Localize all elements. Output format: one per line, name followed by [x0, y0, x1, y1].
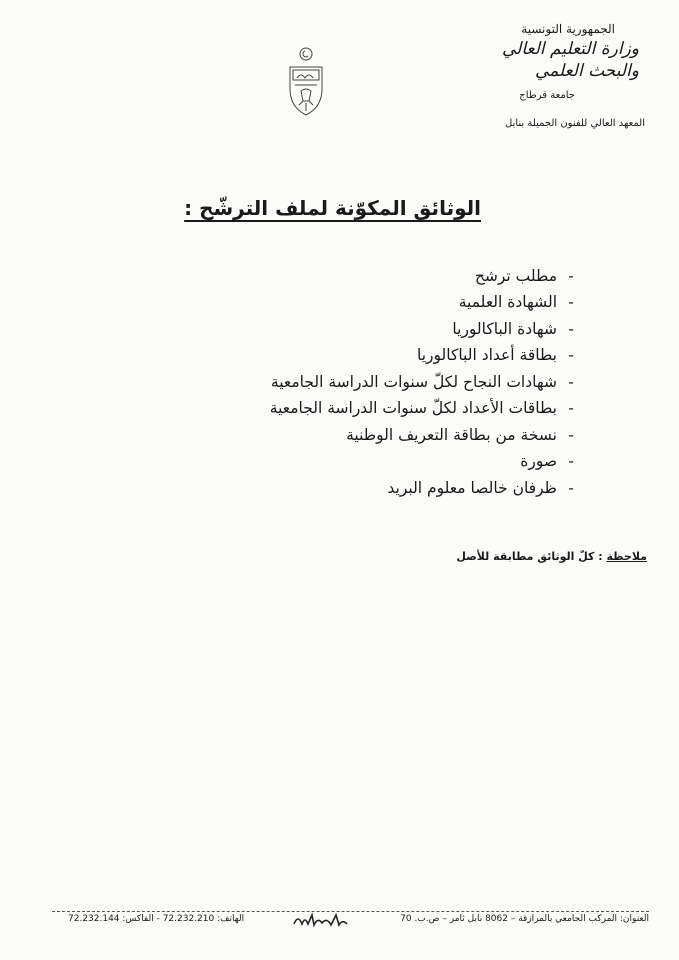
- bullet-dash: -: [568, 478, 574, 497]
- list-item-text: شهادات النجاح لكلّ سنوات الدراسة الجامعية: [270, 372, 557, 391]
- footer: [52, 914, 649, 930]
- list-item-text: شهادة الباكالوريا: [452, 319, 557, 338]
- institute-name: المعهد العالي للفنون الجميلة بنابل: [505, 118, 645, 129]
- list-item: [270, 338, 579, 365]
- list-item-text: بطاقة أعداد الباكالوريا: [416, 346, 557, 364]
- list-item: [270, 258, 579, 285]
- note-text: : كلّ الوثائق مطابقة للأصل: [456, 550, 607, 563]
- list-item: [270, 364, 579, 391]
- letterhead: [425, 22, 645, 129]
- bullet-dash: -: [568, 372, 574, 391]
- bullet-dash: -: [568, 399, 574, 417]
- list-item: [270, 470, 579, 497]
- ministry-name-line1: وزارة التعليم العالي: [501, 39, 639, 59]
- list-item: [270, 417, 579, 444]
- bullet-dash: -: [568, 266, 574, 285]
- bullet-dash: -: [568, 346, 574, 364]
- list-item: [270, 391, 579, 418]
- footer-address: العنوان: المركب الجامعي بالمرازقة – 8062 نابل ثامر – ص.ب. 70: [400, 914, 649, 924]
- required-documents-list: [270, 258, 579, 497]
- list-item-text: بطاقات الأعداد لكلّ سنوات الدراسة الجامعية: [269, 399, 557, 417]
- ministry-name-line2: والبحث العلمي: [534, 61, 639, 81]
- list-item-text: مطلب ترشح: [474, 266, 557, 285]
- university-name: جامعة قرطاج: [519, 90, 575, 101]
- signature-stamp-icon: [292, 910, 352, 930]
- list-item: [270, 285, 579, 312]
- list-item-text: ظرفان خالصا معلوم البريد: [387, 478, 557, 497]
- bullet-dash: -: [568, 293, 574, 311]
- bullet-dash: -: [568, 319, 574, 338]
- list-item-text: نسخة من بطاقة التعريف الوطنية: [346, 425, 557, 444]
- footer-phone-fax: الهاتف: 72.232.210 - الفاكس: 72.232.144: [68, 914, 245, 924]
- note-label: ملاحظة: [606, 550, 647, 563]
- list-item-text: صورة: [520, 452, 557, 470]
- tunisia-coat-of-arms-icon: [283, 45, 329, 123]
- list-item-text: الشهادة العلمية: [458, 293, 557, 311]
- list-item: [270, 311, 579, 338]
- bullet-dash: -: [568, 452, 574, 470]
- page-title: الوثائق المكوّنة لملف الترشّح :: [184, 196, 481, 220]
- note: [456, 550, 647, 563]
- bullet-dash: -: [568, 425, 574, 444]
- list-item: [270, 444, 579, 471]
- republic-name: الجمهورية التونسية: [521, 22, 615, 36]
